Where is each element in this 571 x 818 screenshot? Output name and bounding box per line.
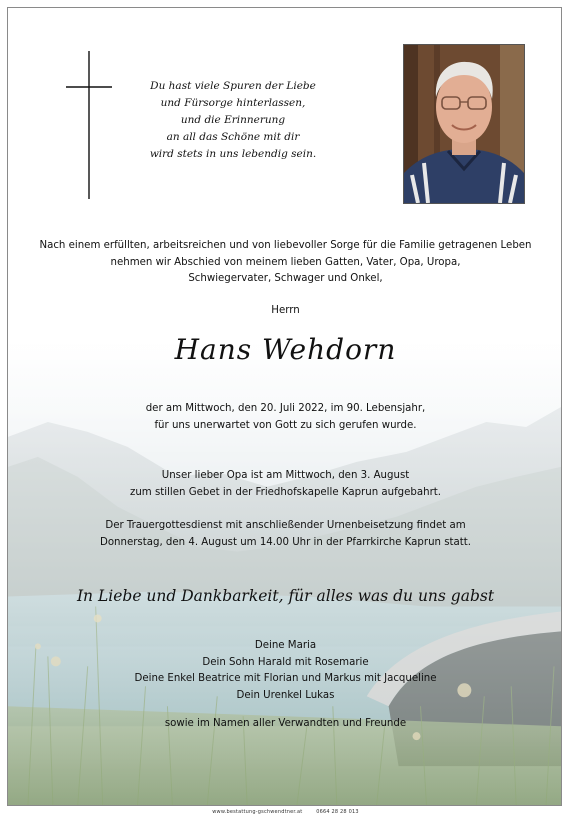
viewing-line: Unser lieber Opa ist am Mittwoch, den 3. August: [161, 470, 410, 481]
memorial-poem: [133, 78, 333, 163]
obituary-card: [7, 7, 562, 806]
service-line: Donnerstag, den 4. August um 14.00 Uhr in der Pfarrkirche Kaprun statt.: [99, 536, 471, 548]
poem-line: und Fürsorge hinterlassen,: [160, 97, 306, 109]
closing-text: sowie im Namen aller Verwandten und Freunde: [164, 718, 407, 729]
death-notice-line: für uns unerwartet von Gott zu sich gerufen wurde.: [154, 419, 417, 431]
cross-icon: [64, 51, 114, 201]
mourner: Deine Maria: [254, 640, 317, 651]
closing: [8, 716, 562, 733]
footer-phone: 0664 28 28 013: [316, 809, 359, 815]
deceased-name: Hans Wehdorn: [174, 333, 397, 366]
service-line: Der Trauergottesdienst mit anschließender Urnenbeisetzung findet am: [105, 520, 466, 531]
poem-line: Du hast viele Spuren der Liebe: [150, 80, 316, 92]
viewing-notice: [8, 468, 562, 501]
death-notice-line: der am Mittwoch, den 20. Juli 2022, im 90. Lebensjahr,: [145, 403, 426, 414]
portrait-photo: [403, 44, 525, 204]
intro-text: [8, 238, 562, 288]
service-notice: [8, 518, 562, 551]
intro-line: Nach einem erfüllten, arbeitsreichen und von liebevoller Sorge für die Familie getragenen Leben: [39, 240, 532, 251]
mourner: Deine Enkel Beatrice mit Florian und Markus mit Jacqueline: [134, 673, 437, 684]
mourners-list: [8, 638, 562, 704]
viewing-line: zum stillen Gebet in der Friedhofskapelle Kaprun aufgebahrt.: [129, 486, 442, 498]
poem-line: wird stets in uns lebendig sein.: [149, 148, 317, 160]
footer: [0, 809, 571, 815]
poem-line: an all das Schöne mit dir: [166, 131, 300, 143]
salutation: [8, 303, 562, 320]
mourner: Dein Urenkel Lukas: [236, 689, 335, 701]
death-notice: [8, 401, 562, 434]
poem-line: und die Erinnerung: [180, 114, 286, 126]
intro-line: nehmen wir Abschied von meinem lieben Gatten, Vater, Opa, Uropa,: [110, 256, 461, 268]
footer-website[interactable]: www.bestattung-gschwendtner.at: [212, 809, 303, 815]
mourner: Dein Sohn Harald mit Rosemarie: [202, 656, 369, 668]
gratitude-line: In Liebe und Dankbarkeit, für alles was du uns gabst: [76, 587, 495, 605]
salutation-text: Herrn: [271, 305, 300, 316]
intro-line: Schwiegervater, Schwager und Onkel,: [188, 273, 383, 284]
